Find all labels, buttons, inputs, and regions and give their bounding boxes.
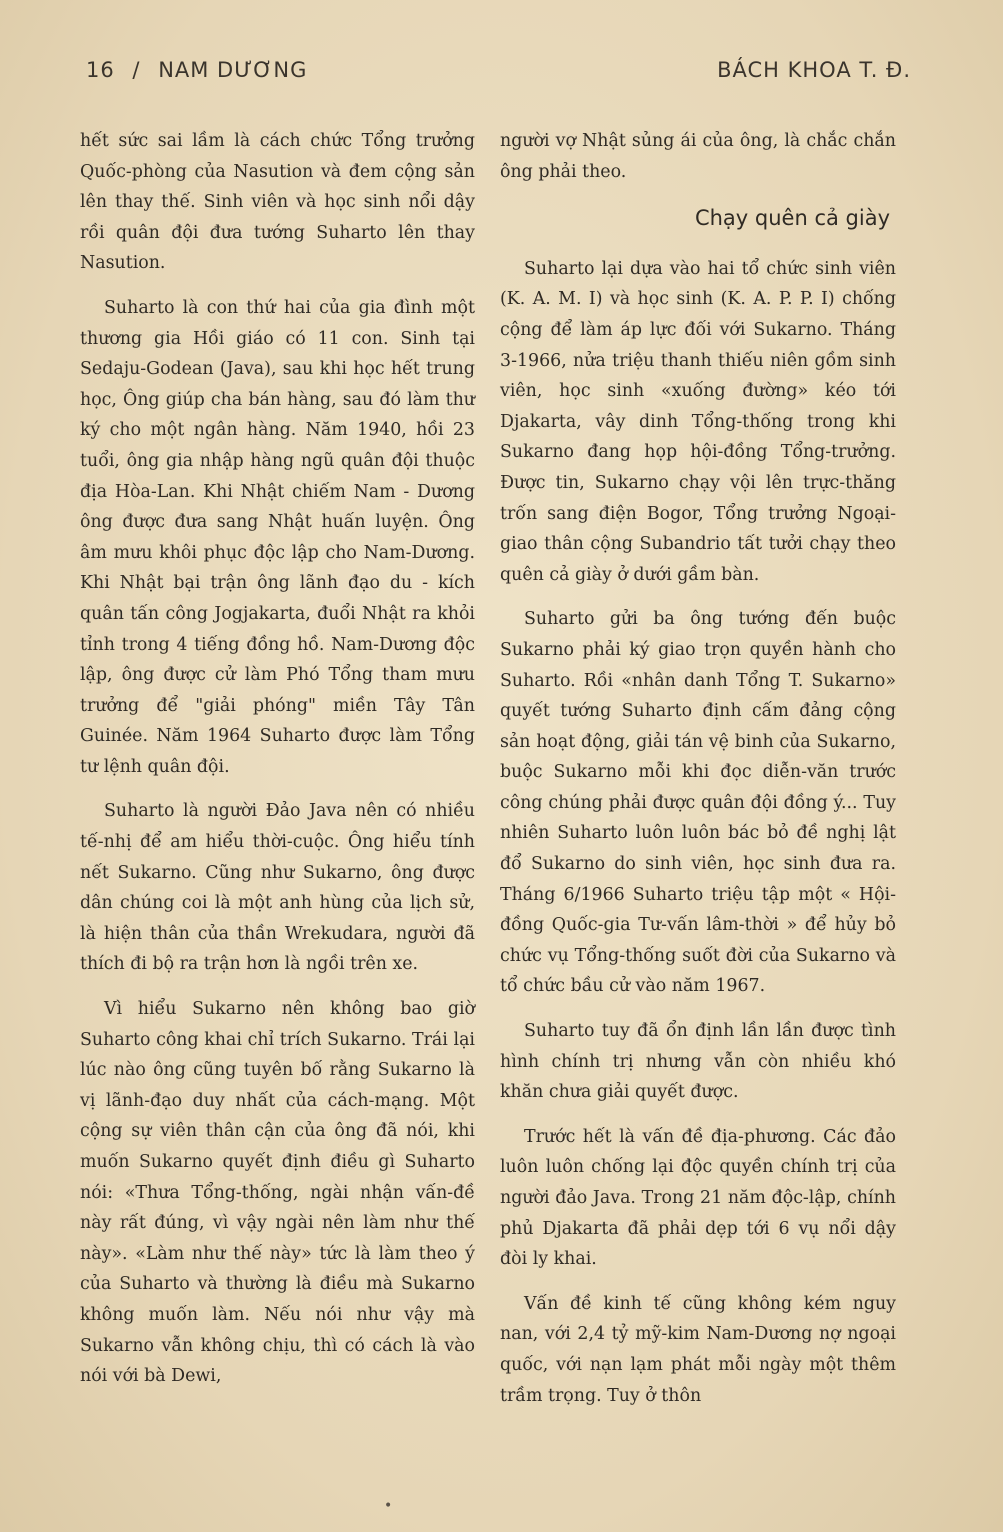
paragraph: Vấn đề kinh tế cũng không kém nguy nan, với 2,4 tỷ mỹ-kim Nam-Dương nợ ngoại quốc, với nạn lạm phát mỗi ngày một thêm trầm trọng. Tuy ở thôn [500, 1293, 896, 1406]
paragraph: Vì hiểu Sukarno nên không bao giờ Suharto công khai chỉ trích Sukarno. Trái lại lúc nào ông cũng tuyên bố rằng Sukarno là vị lãnh-đạo duy nhất của cách-mạng. Một cộng sự viên thân cận của ông đã nói, khi muốn Sukarno quyết định điều gì Suharto nói: «Thưa Tổng-thống, ngài nhận vấn-đề này rất đúng, vì vậy ngài nên làm như thế này». «Làm như thế này» tức là làm theo ý của Suharto và thường là điều mà Sukarno không muốn làm. Nếu nói như vậy mà Sukarno vẫn không chịu, thì có cách là vào nói với bà Dewi, [80, 999, 475, 1387]
right-column [500, 126, 896, 1425]
header-left [86, 58, 317, 82]
paragraph: Suharto là con thứ hai của gia đình một thương gia Hồi giáo có 11 con. Sinh tại Sedaju-Godean (Java), sau khi học hết trung học, Ông giúp cha bán hàng, sau đó làm thư ký cho một ngân hàng. Năm 1940, hồi 23 tuổi, ông gia nhập hàng ngũ quân đội thuộc địa Hòa-Lan. Khi Nhật chiếm Nam - Dương ông được đưa sang Nhật huấn luyện. Ông âm mưu khôi phục độc lập cho Nam-Dương. Khi Nhật bại trận ông lãnh đạo du - kích quân tấn công Jogjakarta, đuổi Nhật ra khỏi tỉnh trong 4 tiếng đồng hồ. Nam-Dương độc lập, ông được cử làm Phó Tổng tham mưu trưởng để "giải phóng" miền Tây Tân Guinée. Năm 1964 Suharto được làm Tổng tư lệnh quân đội. [80, 297, 475, 777]
running-header [86, 58, 911, 82]
paragraph: Suharto gửi ba ông tướng đến buộc Sukarno phải ký giao trọn quyền hành cho Suharto. Rồi «nhân danh Tổng T. Sukarno» quyết tướng Suharto định cấm đảng cộng sản hoạt động, giải tán vệ binh của Sukarno, buộc Sukarno mỗi khi đọc diễn-văn trước công chúng phải được quân đội đồng ý... Tuy nhiên Suharto luôn luôn bác bỏ đề nghị lật đổ Sukarno do sinh viên, học sinh đưa ra. Tháng 6/1966 Suharto triệu tập một « Hội-đồng Quốc-gia Tư-vấn lâm-thời » để hủy bỏ chức vụ Tổng-thống suốt đời của Sukarno và tổ chức bầu cử vào năm 1967. [500, 609, 896, 997]
paragraph: hết sức sai lầm là cách chức Tổng trưởng Quốc-phòng của Nasution và đem cộng sản lên thay thế. Sinh viên và học sinh nổi dậy rồi quân đội đưa tướng Suharto lên thay Nasution. [80, 131, 475, 274]
header-separator: / [132, 58, 141, 82]
footer-mark: • [384, 1498, 393, 1514]
paragraph: Trước hết là vấn đề địa-phương. Các đảo luôn luôn chống lại độc quyền chính trị của người đảo Java. Trong 21 năm độc-lập, chính phủ Djakarta đã phải dẹp tới 6 vụ nổi dậy đòi ly khai. [500, 1126, 896, 1270]
paragraph: Suharto tuy đã ổn định lần lần được tình hình chính trị nhưng vẫn còn nhiều khó khăn chưa giải quyết được. [500, 1021, 896, 1103]
paragraph: Suharto lại dựa vào hai tổ chức sinh viên (K. A. M. I) và học sinh (K. A. P. P. I) chống cộng để làm áp lực đối với Sukarno. Tháng 3-1966, nửa triệu thanh thiếu niên gồm sinh viên, học sinh «xuống đường» kéo tới Djakarta, vây dinh Tổng-thống trong khi Sukarno đang họp hội-đồng Tổng-trưởng. Được tin, Sukarno chạy vội lên trực-thăng trốn sang điện Bogor, Tổng trưởng Ngoại-giao thân cộng Subandrio tất tưởi chạy theo quên cả giày ở dưới gầm bàn. [500, 258, 896, 585]
publication-title: BÁCH KHOA T. Đ. [717, 58, 911, 82]
paragraph: người vợ Nhật sủng ái của ông, là chắc chắn ông phải theo. [500, 131, 896, 182]
left-column [80, 126, 475, 1406]
page-number: 16 [86, 58, 115, 82]
section-subheading: Chạy quên cả giày [694, 206, 890, 231]
paragraph: Suharto là người Đảo Java nên có nhiều tế-nhị để am hiểu thời-cuộc. Ông hiểu tính nết Sukarno. Cũng như Sukarno, ông được dân chúng coi là một anh hùng của lịch sử, là hiện thân của thần Wrekudara, người đã thích đi bộ ra trận hơn là ngồi trên xe. [80, 801, 475, 975]
author-name: NAM DƯƠNG [158, 58, 308, 82]
